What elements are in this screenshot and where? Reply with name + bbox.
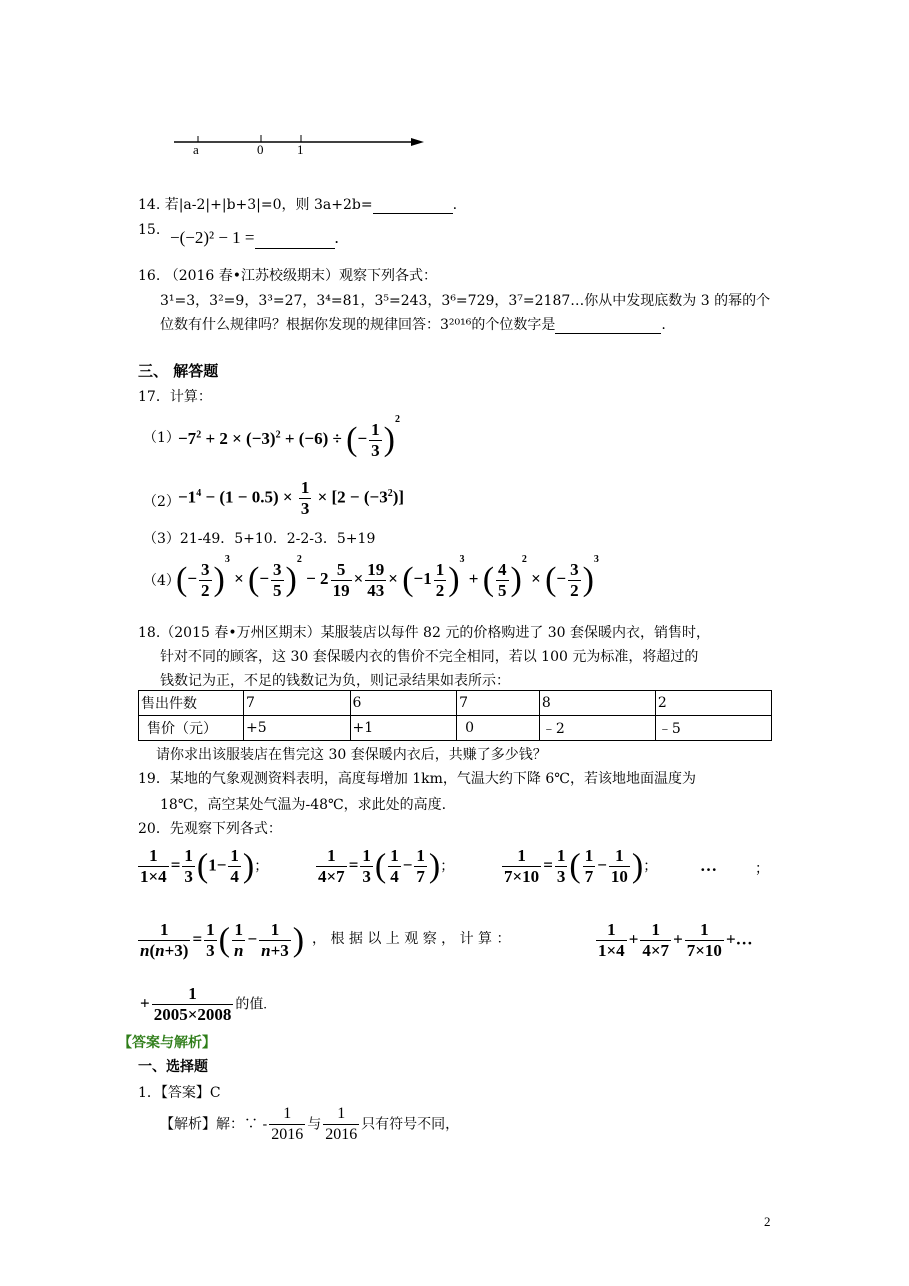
q14-number: 14.	[138, 197, 161, 213]
number-line-label-0: 0	[257, 142, 264, 157]
table-cell: 8	[539, 691, 655, 716]
q17-part-1-label: （1）	[143, 430, 180, 446]
q20-last-text: 的值.	[235, 997, 267, 1013]
q20-ellipsis: …	[700, 856, 717, 875]
table-row	[139, 691, 772, 716]
q20-title: 20．先观察下列各式：	[138, 821, 282, 837]
fraction-numerator: 1	[269, 1104, 305, 1125]
q20-separator: ；	[643, 859, 658, 875]
q17-part-1-expression: $-7^2 + 2 \times (-3)^2 + (-6)$ ÷ (− $\frac{1}{3}$ )$^2$	[178, 414, 400, 460]
fraction-denominator: 2016	[271, 1126, 304, 1143]
q20-separator: ；	[254, 859, 269, 875]
q14-answer-blank	[373, 197, 453, 214]
q20-last-term: + $\frac{1}{2005\times 2008}$ 的值.	[140, 984, 267, 1024]
q14-end: .	[452, 197, 458, 213]
q16-line-3-text: 位数有什么规律吗？根据你发现的规律回答：3²⁰¹⁶的个位数字是	[160, 317, 556, 333]
q20-formula-3: $\frac{1}{7\times 10}$ = $\frac{1}{3}$ ( $\frac{1}{7}$ − $\frac{1}{10}$ )；	[504, 846, 658, 886]
table-cell: 0	[457, 716, 540, 741]
table-cell: 7	[244, 691, 351, 716]
table-cell: 售价（元）	[139, 716, 244, 741]
analysis-mid: 与	[307, 1116, 322, 1133]
section-3-title: 三、 解答题	[138, 362, 219, 380]
q15-number: 15.	[138, 222, 161, 238]
q19-line-1: 19．某地的气象观测资料表明，高度每增加 1km，气温大约下降 6℃，若该地地面温度为	[138, 771, 696, 787]
q20-sum-expression: $\frac{1}{1\times 4}$ + $\frac{1}{4\times 7}$ + $\frac{1}{7\times 10}$ +…	[598, 920, 753, 960]
q20-formula-2: $\frac{1}{4\times 7}$ = $\frac{1}{3}$ ( $\frac{1}{4}$ − $\frac{1}{7}$ )；	[318, 846, 455, 886]
q16-end: .	[661, 317, 666, 333]
q14-text: 若|a-2|+|b+3|=0，则 3a+2b=	[164, 197, 373, 213]
answer-1: 1．【答案】C	[138, 1085, 221, 1101]
q20-separator-end: ；	[755, 861, 769, 877]
q16-line-3	[160, 314, 666, 334]
q15-expression	[170, 228, 339, 249]
q20-ellipsis-2: …	[735, 929, 753, 949]
q20-formula-1: $\frac{1}{1\times 4}$ = $\frac{1}{3}$ (1− $\frac{1}{4}$ )；	[140, 846, 269, 886]
table-cell: ﹣2	[539, 716, 655, 741]
q15-answer-blank	[255, 228, 335, 249]
answer-1-analysis	[160, 1104, 459, 1145]
q17-part-3: （3）21-49．5+10．2-2-3．5+19	[143, 531, 376, 547]
question-15	[138, 222, 160, 238]
q15-end: .	[334, 228, 339, 247]
table-cell: 6	[350, 691, 457, 716]
number-line-label-1: 1	[297, 142, 304, 157]
fraction-numerator: 1	[323, 1104, 359, 1125]
q19-line-2: 18℃，高空某处气温为-48℃，求此处的高度.	[160, 797, 447, 813]
q18-sales-table	[138, 690, 772, 741]
q18-line-2: 针对不同的顾客，这 30 套保暖内衣的售价不完全相同，若以 100 元为标准，将超过的	[160, 649, 699, 665]
q18-line-3: 钱数记为正，不足的钱数记为负，则记录结果如表所示：	[160, 673, 510, 689]
q17-part-2-expression: $-1^4 - (1 - 0.5)$ × $\frac{1}{3}$ × $[2 - (-3^2)]$	[178, 478, 405, 518]
table-cell: 售出件数	[139, 691, 244, 716]
q17-part-4-label: （4）	[143, 573, 180, 589]
q18-line-4: 请你求出该服装店在售完这 30 套保暖内衣后，共赚了多少钱？	[156, 747, 547, 763]
number-line-label-a: a	[193, 142, 199, 157]
table-cell: ﹣5	[655, 716, 771, 741]
q15-expr-text: −(−2)² − 1 =	[170, 228, 255, 247]
table-cell: +1	[350, 716, 457, 741]
table-cell: +5	[244, 716, 351, 741]
q17-title: 17．计算：	[138, 389, 212, 405]
q20-instruction: ， 根 据 以 上 观 察 ， 计 算 ：	[312, 931, 511, 947]
analysis-prefix: 【解析】解：∵ -	[160, 1116, 268, 1133]
table-cell: 2	[655, 691, 771, 716]
table-cell: 7	[457, 691, 540, 716]
question-14	[138, 194, 457, 214]
q16-line-1: 16. （2016 春•江苏校级期末）观察下列各式：	[138, 268, 438, 284]
answers-header: 【答案与解析】	[118, 1035, 216, 1051]
q16-line-2: 3¹=3，3²=9，3³=27，3⁴=81，3⁵=243，3⁶=729，3⁷=2187…你从中发现底数为 3 的幂的个	[160, 293, 771, 309]
q20-general-formula: $\frac{1}{n(n+3)}$ = $\frac{1}{3}$ ( $\frac{1}{n}$ − $\frac{1}{n+3}$ )	[140, 920, 305, 960]
q17-part-2-label: （2）	[143, 494, 180, 510]
page-number: 2	[764, 1214, 771, 1229]
q20-separator: ；	[440, 859, 455, 875]
q16-answer-blank	[555, 317, 661, 334]
table-row	[139, 716, 772, 741]
fraction-denominator: 2016	[325, 1126, 358, 1143]
analysis-suffix: 只有符号不同，	[361, 1116, 460, 1133]
q17-part-4-expression: (− $\frac{3}{2}$ )$^3$ × (− $\frac{3}{5}$ )$^2$ − 2 $\frac{5}{19}$ × $\frac{19}{43}$ × (−1 $\frac{1}{2}$ )$^3$ + ( $\frac{4}{5}$ )$^2$ × (− $\frac{3}{2}$ )$^3$	[176, 554, 599, 600]
answers-section-1: 一、选择题	[138, 1059, 208, 1075]
q18-line-1: 18.（2015 春•万州区期末）某服装店以每件 82 元的价格购进了 30 套保暖内衣，销售时，	[138, 625, 711, 641]
